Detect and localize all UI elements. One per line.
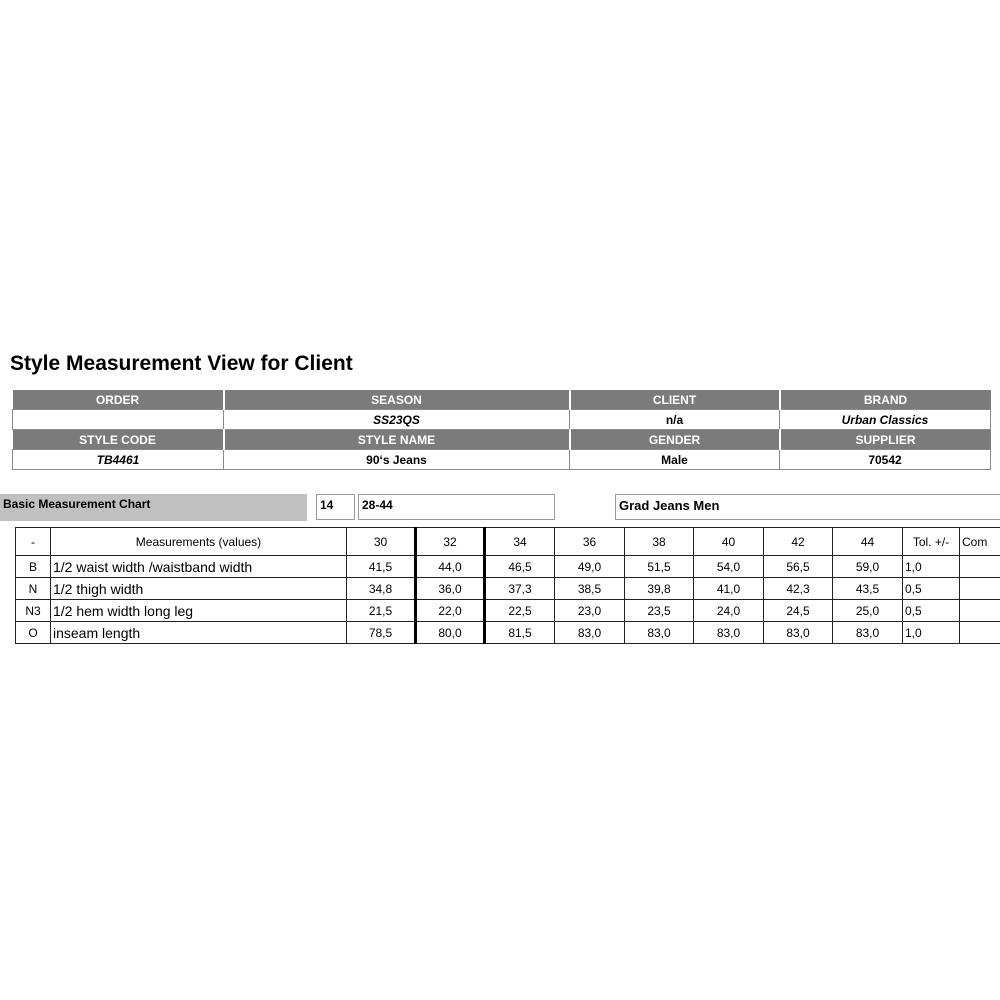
measurement-code: O <box>16 622 51 644</box>
value-cell: 37,3 <box>485 578 555 600</box>
value-cell: 36,0 <box>416 578 485 600</box>
tolerance-cell: 0,5 <box>903 600 960 622</box>
value-cell: 49,0 <box>555 556 625 578</box>
style-name-value: 90‘s Jeans <box>224 450 570 470</box>
value-cell: 34,8 <box>347 578 416 600</box>
value-cell: 24,5 <box>764 600 833 622</box>
value-cell: 44,0 <box>416 556 485 578</box>
client-header: CLIENT <box>570 390 780 410</box>
season-value: SS23QS <box>224 410 570 430</box>
measurement-code: B <box>16 556 51 578</box>
measurement-name: inseam length <box>51 622 347 644</box>
basic-measurement-chart-label: Basic Measurement Chart <box>0 494 307 521</box>
info-value-row <box>13 410 991 430</box>
measurement-header-row <box>16 528 1000 556</box>
client-value: n/a <box>570 410 780 430</box>
measurement-row <box>16 600 1000 622</box>
measurement-name: 1/2 waist width /waistband width <box>51 556 347 578</box>
size-40-header: 40 <box>694 528 764 556</box>
info-value-row <box>13 450 991 470</box>
supplier-value: 70542 <box>780 450 991 470</box>
style-code-header: STYLE CODE <box>13 430 224 450</box>
value-cell: 24,0 <box>694 600 764 622</box>
code-column-header: - <box>16 528 51 556</box>
size-34-header: 34 <box>485 528 555 556</box>
brand-value: Urban Classics <box>780 410 991 430</box>
style-code-value: TB4461 <box>13 450 224 470</box>
value-cell: 56,5 <box>764 556 833 578</box>
value-cell: 22,0 <box>416 600 485 622</box>
value-cell: 81,5 <box>485 622 555 644</box>
value-cell: 38,5 <box>555 578 625 600</box>
tolerance-cell: 1,0 <box>903 556 960 578</box>
size-36-header: 36 <box>555 528 625 556</box>
comment-header: Com <box>960 528 1000 556</box>
measurement-row <box>16 556 1000 578</box>
value-cell: 54,0 <box>694 556 764 578</box>
measurement-name: 1/2 hem width long leg <box>51 600 347 622</box>
measurement-code: N <box>16 578 51 600</box>
measurements-column-header: Measurements (values) <box>51 528 347 556</box>
info-header-row <box>13 390 991 410</box>
gender-value: Male <box>570 450 780 470</box>
value-cell: 83,0 <box>833 622 903 644</box>
style-info-table <box>12 390 991 470</box>
value-cell: 23,0 <box>555 600 625 622</box>
value-cell: 23,5 <box>625 600 694 622</box>
brand-header: BRAND <box>780 390 991 410</box>
value-cell: 83,0 <box>694 622 764 644</box>
value-cell: 21,5 <box>347 600 416 622</box>
style-name-header: STYLE NAME <box>224 430 570 450</box>
value-cell: 59,0 <box>833 556 903 578</box>
value-cell: 78,5 <box>347 622 416 644</box>
value-cell: 41,0 <box>694 578 764 600</box>
gender-header: GENDER <box>570 430 780 450</box>
comment-cell <box>960 556 1000 578</box>
supplier-header: SUPPLIER <box>780 430 991 450</box>
size-44-header: 44 <box>833 528 903 556</box>
measurement-row <box>16 578 1000 600</box>
tolerance-cell: 0,5 <box>903 578 960 600</box>
comment-cell <box>960 600 1000 622</box>
size-42-header: 42 <box>764 528 833 556</box>
size-count-field: 14 <box>316 494 355 520</box>
comment-cell <box>960 622 1000 644</box>
value-cell: 43,5 <box>833 578 903 600</box>
grading-rule-field: Grad Jeans Men <box>615 494 1000 520</box>
order-value <box>13 410 224 430</box>
value-cell: 83,0 <box>625 622 694 644</box>
measurement-name: 1/2 thigh width <box>51 578 347 600</box>
season-header: SEASON <box>224 390 570 410</box>
order-header: ORDER <box>13 390 224 410</box>
value-cell: 25,0 <box>833 600 903 622</box>
size-38-header: 38 <box>625 528 694 556</box>
value-cell: 83,0 <box>555 622 625 644</box>
comment-cell <box>960 578 1000 600</box>
measurement-table <box>15 527 1000 644</box>
size-range-field: 28-44 <box>358 494 555 520</box>
tolerance-cell: 1,0 <box>903 622 960 644</box>
measurement-code: N3 <box>16 600 51 622</box>
value-cell: 41,5 <box>347 556 416 578</box>
tolerance-header: Tol. +/- <box>903 528 960 556</box>
value-cell: 83,0 <box>764 622 833 644</box>
value-cell: 51,5 <box>625 556 694 578</box>
value-cell: 22,5 <box>485 600 555 622</box>
info-header-row <box>13 430 991 450</box>
value-cell: 42,3 <box>764 578 833 600</box>
value-cell: 80,0 <box>416 622 485 644</box>
size-30-header: 30 <box>347 528 416 556</box>
size-32-header: 32 <box>416 528 485 556</box>
value-cell: 39,8 <box>625 578 694 600</box>
measurement-row <box>16 622 1000 644</box>
page-title: Style Measurement View for Client <box>10 352 353 375</box>
value-cell: 46,5 <box>485 556 555 578</box>
